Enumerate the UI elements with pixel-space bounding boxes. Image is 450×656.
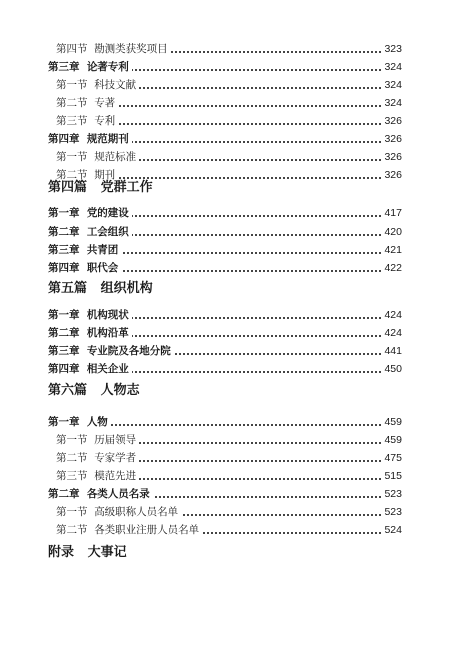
page-number: 326: [381, 113, 402, 129]
toc-entry[interactable]: [0, 131, 450, 147]
page-number: 323: [381, 41, 402, 57]
page-number: 420: [381, 224, 402, 240]
part-heading: 第四篇 党群工作: [48, 180, 153, 195]
toc-entry-label: 第一章 党的建设: [48, 205, 132, 221]
toc-entry-label: 第二节 专著: [56, 95, 118, 111]
toc-entry[interactable]: [0, 59, 450, 75]
page-number: 424: [381, 307, 402, 323]
toc-entry[interactable]: [0, 77, 450, 93]
toc-entry[interactable]: [0, 95, 450, 111]
page-number: 326: [381, 149, 402, 165]
toc-entry-label: 第三章 专业院及各地分院: [48, 343, 174, 359]
toc-entry-label: 第二节 专家学者: [56, 450, 139, 466]
page-number: 421: [381, 242, 402, 258]
toc-entry-label: 第一节 规范标准: [56, 149, 139, 165]
page-number: 324: [381, 95, 402, 111]
toc-entry-label: 第一节 历届领导: [56, 432, 139, 448]
toc-entry-label: 第二章 各类人员名录: [48, 486, 153, 502]
toc-entry[interactable]: [0, 113, 450, 129]
toc-entry-label: 第三章 论著专利: [48, 59, 132, 75]
page-number: 326: [381, 131, 402, 147]
page-number: 441: [381, 343, 402, 359]
page-number: 326: [381, 167, 402, 183]
part-heading: 第五篇 组织机构: [48, 281, 153, 296]
page-number: 324: [381, 77, 402, 93]
toc-entry-label: 第二节 各类职业注册人员名单: [56, 522, 202, 538]
toc-entry[interactable]: [0, 343, 450, 359]
toc-entry[interactable]: [0, 361, 450, 377]
toc-entry-label: 第一章 机构现状: [48, 307, 132, 323]
toc-entry-label: 第四章 职代会: [48, 260, 121, 276]
toc-entry[interactable]: [0, 205, 450, 221]
toc-entry[interactable]: [0, 468, 450, 484]
toc-entry[interactable]: [0, 260, 450, 276]
page-number: 459: [381, 414, 402, 430]
part-heading: 附录 大事记: [48, 545, 127, 560]
toc-entry[interactable]: [0, 522, 450, 538]
toc-entry-label: 第一节 高级职称人员名单: [56, 504, 181, 520]
toc-entry-label: 第四章 规范期刊: [48, 131, 132, 147]
toc-entry[interactable]: [0, 450, 450, 466]
toc-entry-label: 第二章 机构沿革: [48, 325, 132, 341]
toc-entry-label: 第一章 人物: [48, 414, 111, 430]
toc-entry[interactable]: [0, 432, 450, 448]
toc-entry[interactable]: [0, 149, 450, 165]
page-number: 524: [381, 522, 402, 538]
toc-entry[interactable]: [0, 486, 450, 502]
page-number: 424: [381, 325, 402, 341]
page-number: 523: [381, 504, 402, 520]
page-number: 422: [381, 260, 402, 276]
page-number: 515: [381, 468, 402, 484]
page-number: 523: [381, 486, 402, 502]
toc-entry-label: 第三章 共青团: [48, 242, 121, 258]
page-number: 475: [381, 450, 402, 466]
toc-entry-label: 第二章 工会组织: [48, 224, 132, 240]
toc-entry-label: 第三节 模范先进: [56, 468, 139, 484]
toc-entry[interactable]: [0, 41, 450, 57]
toc-entry[interactable]: [0, 242, 450, 258]
toc-entry-label: 第三节 专利: [56, 113, 118, 129]
toc-entry[interactable]: [0, 504, 450, 520]
toc-entry[interactable]: [0, 325, 450, 341]
toc-entry-label: 第四节 勘测类获奖项目: [56, 41, 171, 57]
toc-entry[interactable]: [0, 224, 450, 240]
page-number: 417: [381, 205, 402, 221]
page-number: 459: [381, 432, 402, 448]
toc-entry[interactable]: [0, 307, 450, 323]
toc-entry-label: 第四章 相关企业: [48, 361, 132, 377]
toc-entry[interactable]: [0, 414, 450, 430]
page-number: 450: [381, 361, 402, 377]
toc-entry-label: 第二节 期刊: [56, 167, 118, 183]
page-number: 324: [381, 59, 402, 75]
part-heading: 第六篇 人物志: [48, 383, 140, 398]
toc-entry-label: 第一节 科技文献: [56, 77, 139, 93]
